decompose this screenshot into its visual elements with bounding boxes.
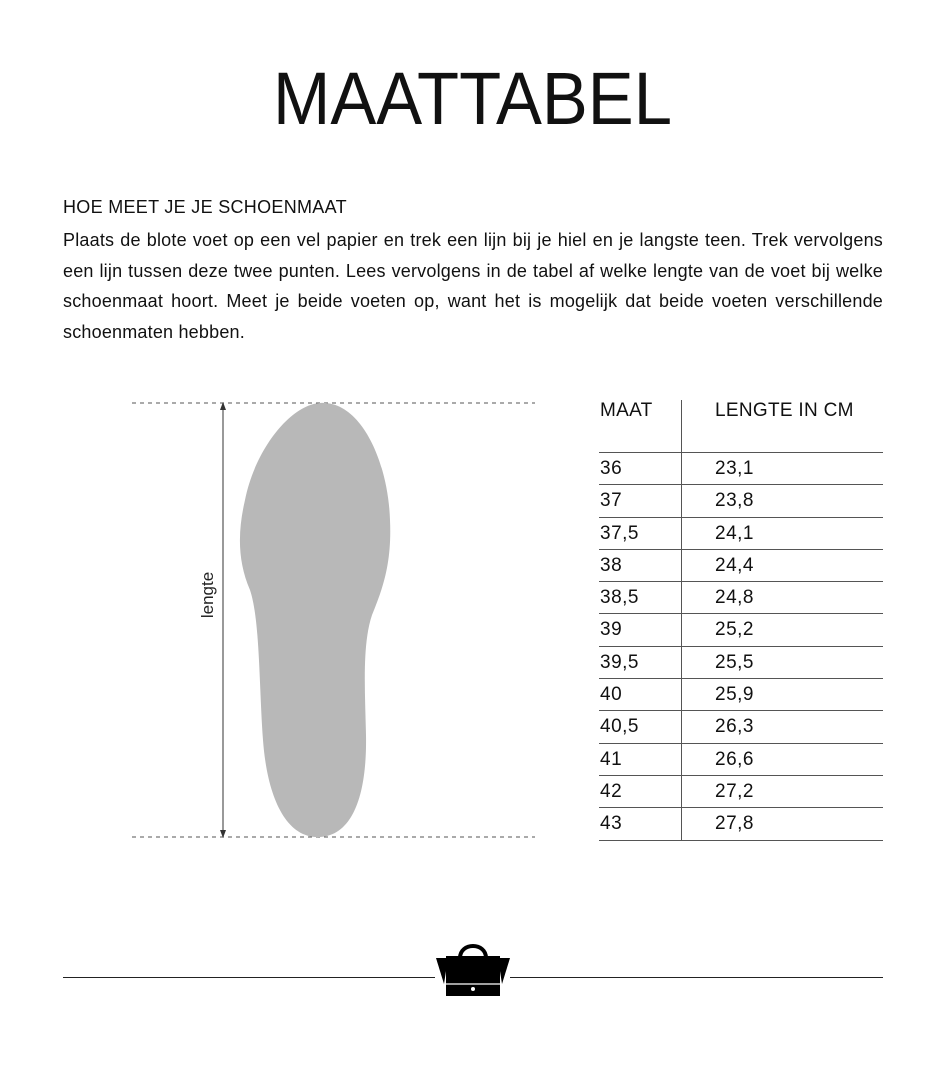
column-divider: [681, 582, 682, 613]
length-cell: 25,9: [715, 684, 754, 706]
size-cell: 38,5: [600, 587, 639, 609]
intro-paragraph: Plaats de blote voet op een vel papier en trek een lijn bij je hiel en je langste teen. Trek vervolgens een lijn tussen deze twee punten. Lees vervolgens in de tabel af welke lengte van de voet bij welke schoenmaat hoort. Meet je beide voeten op, want het is mogelijk dat beide voeten verschillende schoenmaten hebben.: [63, 230, 883, 342]
column-divider: [681, 711, 682, 742]
table-row: [599, 614, 883, 646]
column-divider: [681, 808, 682, 839]
table-row: [599, 679, 883, 711]
length-cell: 26,3: [715, 716, 754, 738]
section-heading: HOE MEET JE JE SCHOENMAAT: [63, 197, 347, 217]
length-cell: 24,1: [715, 522, 754, 544]
column-divider: [681, 453, 682, 484]
table-row: [599, 582, 883, 614]
table-row: [599, 485, 883, 517]
length-cell: 27,8: [715, 813, 754, 835]
table-row: [599, 776, 883, 808]
size-cell: 36: [600, 458, 623, 479]
table-row: [599, 744, 883, 776]
column-divider: [681, 744, 682, 775]
length-cell: 23,1: [715, 458, 754, 479]
table-row: [599, 808, 883, 840]
foot-measurement-diagram: [120, 390, 550, 850]
table-row: [599, 518, 883, 550]
column-divider: [681, 550, 682, 581]
size-cell: 37: [600, 490, 623, 512]
table-row: [599, 550, 883, 582]
column-divider: [681, 679, 682, 710]
size-cell: 39,5: [600, 651, 639, 673]
column-divider: [681, 518, 682, 549]
size-cell: 38: [600, 554, 623, 576]
foot-sole-icon: [240, 403, 390, 837]
length-cell: 25,2: [715, 619, 754, 641]
length-cell: 25,5: [715, 651, 754, 673]
table-body: [599, 453, 883, 841]
length-cell: 24,8: [715, 587, 754, 609]
footer-divider-right: [510, 977, 883, 978]
size-cell: 41: [600, 748, 623, 770]
size-cell: 40: [600, 684, 623, 706]
column-divider: [681, 400, 682, 452]
length-label: lengte: [198, 571, 217, 619]
size-cell: 40,5: [600, 716, 639, 738]
footer-divider-left: [63, 977, 435, 978]
header-size: MAAT: [600, 400, 653, 421]
length-cell: 23,8: [715, 490, 754, 512]
table-header-row: [599, 394, 883, 453]
column-divider: [681, 647, 682, 678]
page-title: MAATTABEL: [273, 57, 672, 140]
size-table: [599, 394, 883, 841]
header-length: LENGTE IN CM: [715, 400, 854, 421]
size-cell: 43: [600, 813, 623, 835]
size-cell: 39: [600, 619, 623, 641]
handbag-icon: [434, 938, 512, 1000]
length-cell: 24,4: [715, 554, 754, 576]
size-cell: 42: [600, 780, 623, 802]
length-cell: 27,2: [715, 780, 754, 802]
table-row: [599, 647, 883, 679]
column-divider: [681, 614, 682, 645]
table-row: [599, 711, 883, 743]
length-cell: 26,6: [715, 748, 754, 770]
column-divider: [681, 776, 682, 807]
column-divider: [681, 485, 682, 516]
size-cell: 37,5: [600, 522, 639, 544]
table-row: [599, 453, 883, 485]
